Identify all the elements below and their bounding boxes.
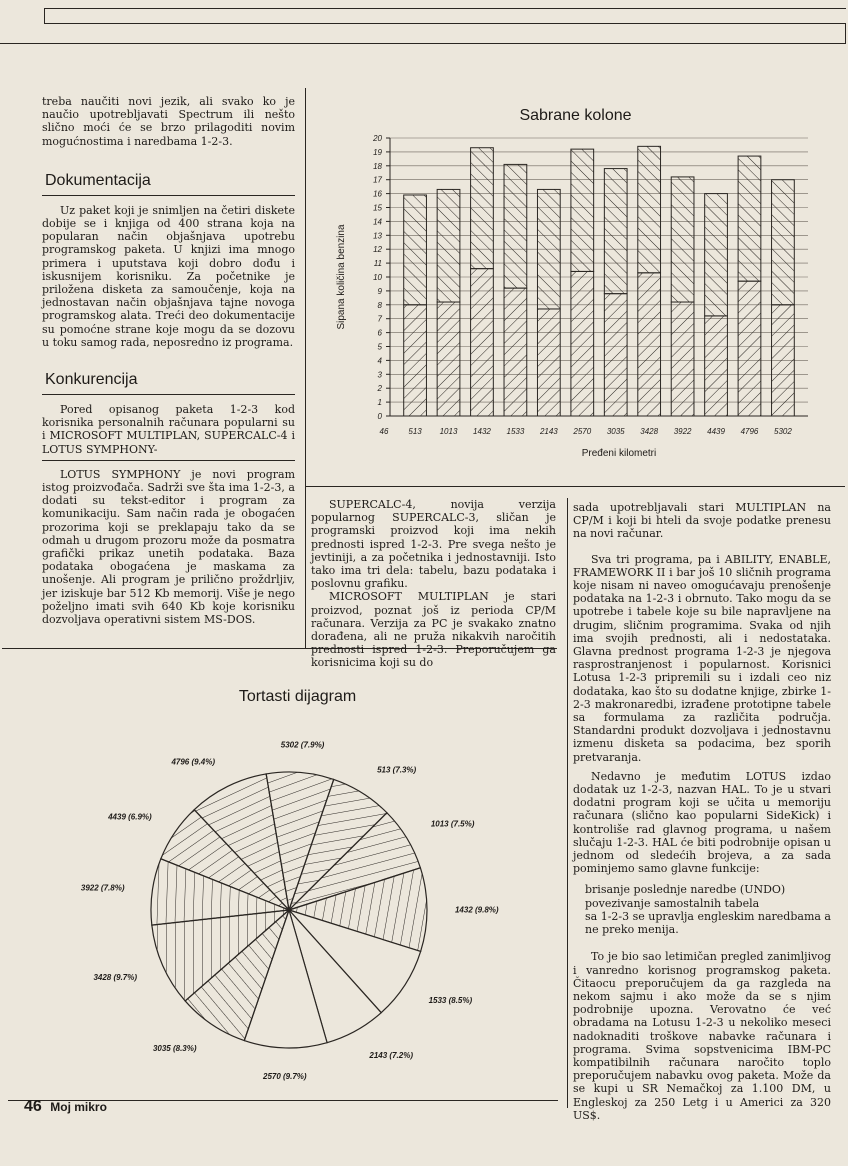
y-tick-label: 6 — [377, 328, 382, 338]
page-footer — [24, 1098, 107, 1116]
x-axis-label: Pređeni kilometri — [581, 448, 657, 459]
bar-segment — [705, 316, 728, 416]
bar-segment — [604, 294, 627, 416]
heading-rule — [42, 195, 295, 196]
supercalc-paragraph: SUPERCALC-4, novija verzija popularnog SUPERCALC-3, sličan je programski proizvod koji ima nekih prednosti ispred 1-2-3. Pre svega nešto je jevtiniji, a za početnika i jednostavniji. Isto tako ima tri dela: tabelu, bazu podataka i poslovnu grafiku. — [311, 498, 556, 591]
heading-dokumentacija: Dokumentacija — [45, 171, 151, 189]
hal-function-list — [573, 883, 831, 936]
list-item: sa 1-2-3 se upravlja engleskim naredbama a ne preko menija. — [585, 909, 831, 937]
bar-segment — [671, 177, 694, 302]
y-axis-label: Sipana količina benzina — [336, 224, 347, 330]
bar-segment — [671, 302, 694, 416]
bar-segment — [471, 148, 494, 269]
y-tick-label: 13 — [373, 231, 382, 241]
pie-label: 3922 (7.8%) — [80, 883, 125, 893]
intro-paragraph: treba naučiti novi jezik, ali svako ko je naučio upotrebljavati Spectrum ili nešto slično moći će se brzo prilagoditi novim mogućnostima i naredbama 1-2-3. — [42, 95, 295, 148]
list-item: brisanje poslednje naredbe (UNDO) — [585, 883, 786, 897]
heading-konkurencija: Konkurencija — [45, 371, 138, 389]
top-box-left — [44, 8, 45, 24]
bar-segment — [571, 149, 594, 271]
top-box-right — [845, 23, 846, 43]
bar-chart-panel — [306, 100, 845, 480]
bar-segment — [404, 195, 427, 305]
pie-label: 1432 (9.8%) — [454, 905, 499, 915]
x-tick-label: 1013 — [439, 427, 458, 436]
col3-paragraph-2: Sva tri programa, pa i ABILITY, ENABLE, FRAMEWORK II i bar još 10 sličnih programa koje nisam ni naveo omogućavaju prenošenje podataka na 1-2-3 i obrnuto. Tako mogu da se upotrebe i tabele koje su bile napravljene na drugim, sličnim programima. Svaka od njih ima svojih prednosti, ali i nedostataka. Glavna prednost programa 1-2-3 je njegova rasprostranjenost i popularnost. Korisnici Lotusa 1-2-3 pripremili su i izdali ceo niz dodataka, kao što su dodatne knjige, zbirke 1-2-3 makronaredbi, izrađene prototipne tabele sa formulama za različita područja. Standardni produkt dozvoljava i jednostavnu izmenu disketa sa podacima, bez sporih pretvaranja. — [573, 552, 831, 764]
x-tick-label: 1533 — [506, 427, 525, 436]
col3-paragraph-1: sada upotrebljavali stari MULTIPLAN na CP/M i koji bi hteli da svoje podatke prenesu na novi računar. — [573, 501, 831, 541]
pie-label: 4796 (9.4%) — [171, 757, 216, 767]
bar-segment — [471, 269, 494, 416]
pie-chart-panel — [40, 655, 555, 1095]
magazine-name: Moj mikro — [50, 1100, 107, 1114]
top-box-top — [44, 8, 846, 9]
pie-label: 2570 (9.7%) — [263, 1071, 307, 1081]
bar-segment — [604, 169, 627, 294]
paragraph-rule — [42, 460, 295, 461]
konkurencija-paragraph-2: LOTUS SYMPHONY je novi program istog proizvođača. Sadrži sve šta ima 1-2-3, a dodati su tekst-editor i program za komunikaciju. Sam način rada je obogaćen prozorima koji se preklapaju tako da se odmah u drugom prozoru može da posmatra grafički prikaz unetih podataka. Baza podataka obogaćena je maskama za unošenje. Ali program je prilično proždrljiv, jer iziskuje bar 512 Kb memorij. Više je nego poželjno imati svih 640 Kb koje korisniku dozvoljava operativni sistem MS-DOS. — [42, 467, 295, 627]
y-tick-label: 14 — [373, 217, 382, 227]
x-tick-label: 4439 — [707, 427, 725, 436]
x-tick-label: 3922 — [673, 427, 692, 436]
top-box-bottom — [44, 23, 846, 24]
column-3 — [573, 501, 831, 1122]
y-tick-label: 20 — [373, 134, 382, 143]
bar-chart-title: Sabrane kolone — [519, 107, 632, 124]
pie-label: 1013 (7.5%) — [430, 819, 475, 829]
column-3-divider — [567, 498, 568, 1108]
y-tick-label: 7 — [377, 314, 382, 324]
y-tick-label: 1 — [377, 398, 382, 408]
pie-label: 3035 (8.3%) — [152, 1043, 197, 1053]
pie-label: 1533 (8.5%) — [428, 995, 473, 1005]
bar-segment — [537, 309, 560, 416]
x-tick-label: 2570 — [573, 427, 592, 436]
x-tick-label: 1432 — [473, 427, 491, 436]
page-number: 46 — [24, 1098, 42, 1115]
y-tick-label: 0 — [377, 412, 382, 421]
pie-label: 4439 (6.9%) — [108, 812, 152, 822]
konkurencija-paragraph-1: Pored opisanog paketa 1-2-3 kod korisnika personalnih računara popularni su i MICROSOFT MULTIPLAN, SUPERCALC-4 i LOTUS SYMPHONY- — [42, 403, 295, 456]
frame-top — [0, 43, 846, 44]
pie-label: 3428 (9.7%) — [93, 972, 138, 982]
dokumentacija-paragraph: Uz paket koji je snimljen na četiri diskete dobije se i knjiga od 400 strana koja na popularan način objašnjava upotrebu programskog paketa. U knjizi ima mnogo primera i uputstava koji dobro dođu i iskusnijem korisniku. Za početnike je priložena disketa za samoučenje, koja na jednostavan način objašnjava tajne novoga programskog alata. Treći deo dokumentacije su pomoćne strane koje mogu da se dozovu u toku samog rada, neposredno iz programa. — [42, 203, 295, 349]
y-tick-label: 18 — [373, 161, 382, 171]
bar-segment — [437, 302, 460, 416]
bar-segment — [738, 156, 761, 281]
chart-box-bottom — [305, 486, 845, 487]
pie-chart — [40, 655, 555, 1095]
bar-segment — [772, 305, 795, 416]
y-tick-label: 4 — [377, 356, 382, 366]
x-tick-label: 3428 — [640, 427, 659, 436]
bar-segment — [772, 180, 795, 305]
y-tick-label: 11 — [373, 259, 382, 269]
heading-rule — [42, 394, 295, 395]
bar-segment — [705, 194, 728, 316]
bar-segment — [738, 281, 761, 416]
y-tick-label: 10 — [373, 273, 382, 282]
y-tick-label: 2 — [377, 384, 382, 394]
x-tick-label: 3035 — [606, 427, 625, 436]
y-tick-label: 15 — [373, 203, 382, 213]
pie-chart-title: Tortasti dijagram — [238, 688, 357, 705]
pie-label: 5302 (7.9%) — [280, 740, 325, 750]
pie-label: 513 (7.3%) — [377, 765, 417, 775]
y-tick-label: 9 — [377, 286, 382, 296]
y-tick-label: 8 — [377, 300, 382, 310]
bar-segment — [437, 189, 460, 302]
col3-paragraph-3: Nedavno je međutim LOTUS izdao dodatak uz 1-2-3, nazvan HAL. To je u stvari dodatni program koji se učita u memoriju računara (slično kao popularni SideKick) i kontroliše rad glavnog programa, u našem slučaju 1-2-3. HAL će biti podrobnije opisan u jednom od sledećih brojeva, a za sada pominjemo samo glavne funkcije: — [573, 769, 831, 876]
col3-paragraph-4: To je bio sao letimičan pregled zanimljivog i vanredno korisnog programskog paketa. Čitaocu preporučujem da ga razgleda na nekom sajmu i ako može da se s njim podrobnije upozna. Verovatno će već obradama na Lotusu 1-2-3 u nekoliko meseci nadoknaditi troškove nabavke računara i programa. Svima sopstvenicima IBM-PC kompatibilnih računara naročito toplo preporučujem nabavku ovog paketa. Može da se kupi u SR Nemačkoj za 1.100 DM, u Engleskoj za 250 Letg i u Americi za 320 US$. — [573, 950, 831, 1122]
bar-segment — [404, 305, 427, 416]
y-tick-label: 3 — [377, 370, 382, 380]
y-tick-label: 19 — [373, 147, 382, 157]
bar-segment — [638, 273, 661, 416]
bar-chart — [306, 100, 845, 480]
bar-segment — [504, 164, 527, 288]
bar-segment — [504, 288, 527, 416]
column-1 — [42, 95, 295, 626]
x-tick-label: 513 — [408, 427, 422, 436]
bar-segment — [537, 189, 560, 309]
bar-segment — [638, 146, 661, 272]
x-tick-label: 5302 — [774, 427, 792, 436]
list-item: povezivanje samostalnih tabela — [585, 896, 760, 910]
pie-label: 2143 (7.2%) — [369, 1051, 414, 1061]
x-tick-label: 46 — [379, 427, 389, 436]
y-tick-label: 16 — [373, 189, 382, 199]
column-2 — [311, 498, 556, 670]
y-tick-label: 17 — [373, 175, 382, 185]
y-tick-label: 5 — [377, 342, 382, 352]
x-tick-label: 4796 — [740, 427, 759, 436]
y-tick-label: 12 — [373, 245, 382, 255]
x-tick-label: 2143 — [539, 427, 558, 436]
bar-segment — [571, 271, 594, 416]
multiplan-paragraph: MICROSOFT MULTIPLAN je stari proizvod, poznat još iz perioda CP/M računara. Verzija za PC je svakako znatno dorađena, ali ne pruža nikakvih naročitih prednosti ispred 1-2-3. Preporučujem ga korisnicima koji su do — [311, 590, 556, 670]
